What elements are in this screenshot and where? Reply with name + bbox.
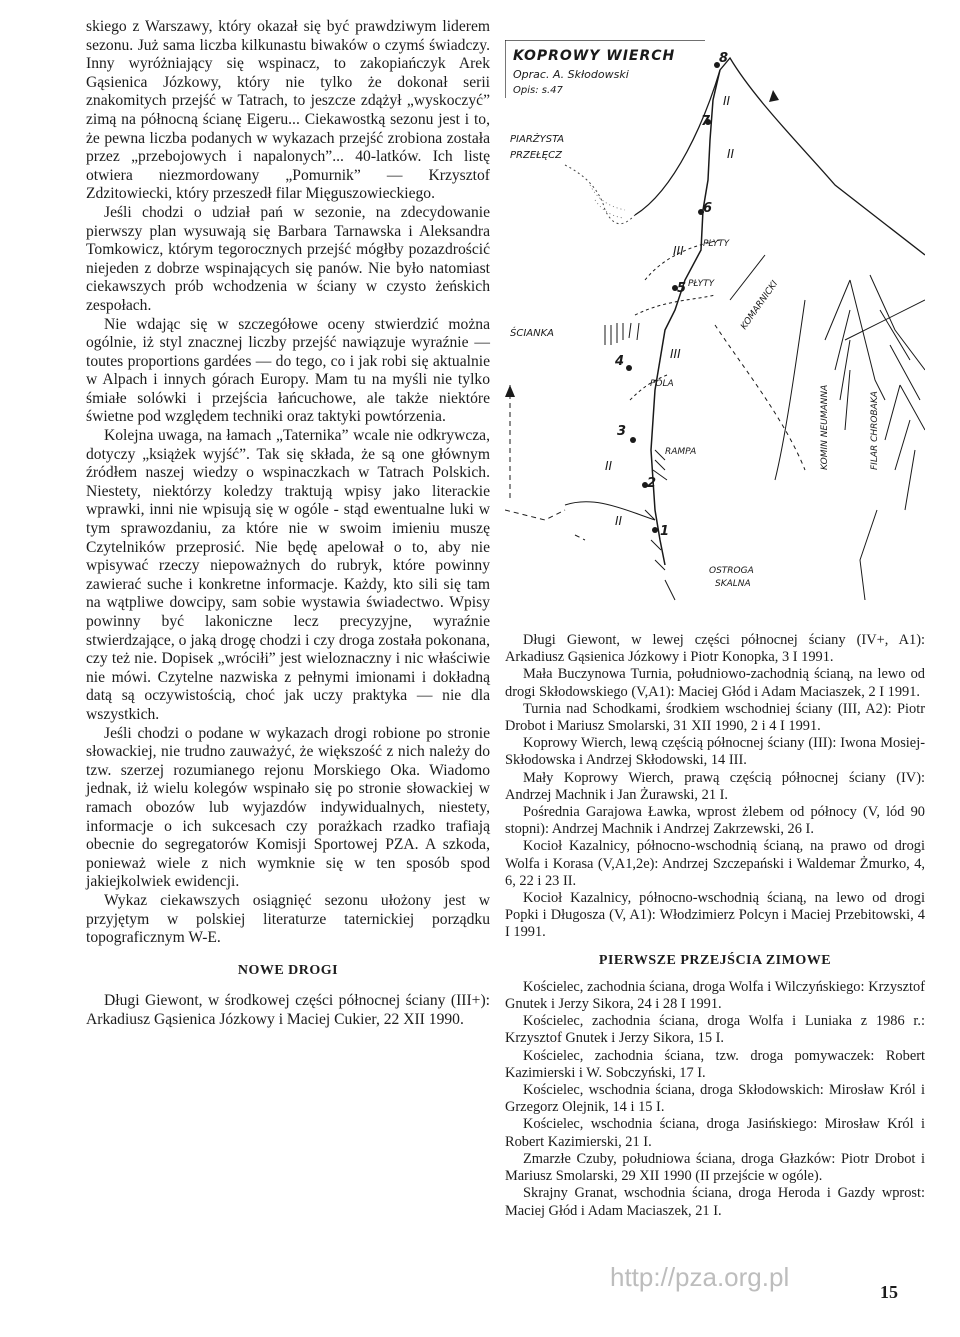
- route-variant: [630, 240, 720, 400]
- svg-text:7: 7: [701, 114, 711, 129]
- left-slope: [505, 385, 585, 540]
- grade-label: II: [723, 94, 731, 108]
- label-komin-neumanna: KOMIN NEUMANNA: [820, 384, 830, 470]
- winter-entry: Kościelec, zachodnia ściana, droga Wolfa i Wilczyńskiego: Krzysztof Gnutek i Jerzy Sikora, 24 i 28 I 1991.: [505, 978, 925, 1013]
- map-author: Oprac. A. Skłodowski: [513, 68, 629, 81]
- map-ref: Opis: s.47: [513, 85, 563, 96]
- route-entry: Kocioł Kazalnicy, północno-wschodnią ścianą, na prawo od drogi Wolfa i Korasa (V,A1,2e): Andrzej Szczepański i Waldemar Żmurko, 4, 6, 22 i 23 II.: [505, 838, 925, 889]
- svg-text:5: 5: [677, 281, 687, 296]
- label-skalna: SKALNA: [715, 579, 751, 589]
- winter-entry: Kościelec, zachodnia ściana, droga Wolfa i Luniaka z 1986 r.: Krzysztof Gnutek i Jerzy Sikora, 15 I.: [505, 1013, 925, 1047]
- label-pola: POLA: [650, 379, 674, 389]
- svg-text:8: 8: [719, 51, 729, 66]
- paragraph: Jeśli chodzi o udział pań w sezonie, na zdecydowanie pierwszy plan wysuwają się Barbara Tarnawska i Aleksandra Tomkowicz, którym tegorocznych przejść mógłby pozazdrościć niejeden z dobrze wspinających się panów. Nie było natomiast ciekawszych prób wchodzenia w ściany w czysto żeńskich zespołach.: [86, 203, 490, 314]
- route-entry: Pośrednia Garajowa Ławka, wprost żlebem od północy (V, lód 90 stopni): Andrzej Machnik i Andrzej Zakrzewski, 26 I.: [505, 804, 925, 838]
- label-plyty-upper: PŁYTY: [703, 239, 730, 249]
- section-heading-winter: PIERWSZE PRZEJŚCIA ZIMOWE: [598, 952, 832, 968]
- arrow-right: [769, 90, 779, 102]
- topo-map: [505, 40, 925, 625]
- winter-entry: Zmarzłe Czuby, południowa ściana, droga Głazków: Piotr Drobot i Mariusz Smolarski, 29 XII 1990 (II przejście w ogóle).: [505, 1150, 925, 1185]
- label-piarzysta: PIARŻYSTA: [510, 134, 565, 145]
- svg-text:2: 2: [647, 476, 657, 491]
- route-entry: Długi Giewont, w środkowej części północnej ściany (III+): Arkadiusz Gąsienica Józkowy i Maciej Cukier, 22 XII 1990.: [86, 992, 490, 1028]
- winter-entry: Kościelec, wschodnia ściana, droga Skłodowskich: Mirosław Król i Grzegorz Olejnik, 14 i 15 I.: [505, 1082, 925, 1116]
- label-komarnicki: KOMARNICKI: [739, 279, 781, 332]
- route-entry: Koprowy Wierch, lewą częścią północnej ściany (III): Iwona Mosiej-Skłodowska i Andrzej Skłodowski, 14 III.: [505, 735, 925, 769]
- paragraph: Jeśli chodzi o podane w wykazach drogi robione po stronie słowackiej, nie trudno zauważyć, że większość z nich należy do tzw. szerzej rozumianego rejonu Morskiego Oka. Wiadomo jednak, iż wielu kolegów wspinało się po stronie słowackiej w ramach obozów lub wyjazdów indywidualnych, niestety, informacje o ich sukcesach czy porażkach rzadko trafiają obecnie do segregatorów Komisji Sportowej PZA. A szkoda, ponieważ wiele z nich wymknie się w ten sposób spod jakiejkolwiek ewidencji.: [86, 724, 490, 891]
- svg-text:4: 4: [615, 354, 625, 369]
- page-number: 15: [880, 1282, 898, 1302]
- svg-text:3: 3: [617, 424, 627, 439]
- left-column: [86, 18, 490, 1029]
- grade-label: II: [727, 147, 735, 161]
- section-heading-new-routes: NOWE DROGI: [237, 962, 339, 978]
- map-title-box: [505, 40, 705, 98]
- route-entry: Kocioł Kazalnicy, północno-wschodnią ścianą, na lewo od drogi Popki i Długosza (V, A1): Włodzimierz Polcyn i Maciej Przebitowski, 4 I 1991.: [505, 890, 925, 941]
- label-ostroga: OSTROGA: [709, 566, 754, 576]
- label-plyty-lower: PŁYTY: [688, 279, 715, 289]
- label-scianka: ŚCIANKA: [510, 328, 554, 339]
- grade-label: II: [605, 459, 613, 473]
- label-przelecz: PRZEŁĘCZ: [510, 150, 562, 161]
- pass-shading: [590, 185, 625, 218]
- label-rampa: RAMPA: [665, 447, 697, 457]
- arrow-left: [505, 385, 515, 397]
- svg-text:1: 1: [660, 524, 670, 539]
- ridge-shading: [565, 165, 635, 224]
- grade-label: III: [673, 244, 684, 258]
- grade-label: III: [670, 347, 681, 361]
- paragraph: skiego z Warszawy, który okazał się być prawdziwym liderem sezonu. Już sama liczba kilkunastu biwaków o czymś świadczy. Inny wyróżniający się wspinacz, to zakopiańczyk Arek Gąsienica Józkowy, który nie tylko że dokonał serii znakomitych przejść w Tatrach, to jeszcze zdążył „wyskoczyć” zimą na północną ścianę Eigeru... Ciekawostką sezonu jest i to, że pewna liczba podanych w wykazach przejść zrobiona została przez „przebojowych i napalonych”... 40-latków. Ich listę otwiera niezmordowany „Pomurnik” — Krzysztof Zdzitowiecki, który przeszedł filar Mięguszowieckiego.: [86, 18, 490, 203]
- paragraph: Nie wdając się w szczegółowe oceny stwierdzić można ogólnie, iż styl znacznej liczby przejść nawiązuje wyraźnie — toutes proportions gardées — do tego, co i jak robi się aktualnie w Alpach i innych górach Europy. Mam tu na myśli nie tylko śmiałe solówki i przejścia łańcuchowe, ale także niektóre świetne pod względem techniki oraz taktyki powtórzenia.: [86, 315, 490, 426]
- label-filar-chrobaka: FILAR CHROBAKA: [870, 391, 880, 470]
- paragraph: Kolejna uwaga, na łamach „Taternika” wcale nie odkrywcza, dotyczy „książek wyjść”. Tak się składa, że są one głównym źródłem naszej wiedzy o wspinaczkach w Tatrach Polskich. Niestety, niektórzy koledzy traktują wpisy jako literackie wprawki, inni nie wpisują się w ogóle - stąd ewentualne luki w tym sprawozdaniu, za które nie w swoim imieniu muszę Czytelników przeprosić. Nie będę apelował o to, aby nie wpisywać rzeczy niepoważnych do rubryk, które powinny zawierać suche i konkretne informacje. Każdy, kto sili się tam na wątpliwe dowcipy, sam sobie wystawia świadectwo. Wpisy powinny być lakoniczne lecz precyzyjne, wyraźnie stwierdzające, o jaką drogę chodzi i czy droga została pokonana, czy też nie. Dopisek „wróciłi” jest wieloznaczny i nic właściwie nie mówi. Czytelne nazwiska z pełnymi imionami i dokładną datą są oczywistością, choć jak uczy praktyka — nie dla wszystkich.: [86, 427, 490, 723]
- ridge-outline: [635, 58, 925, 255]
- grade-label: II: [615, 514, 623, 528]
- right-column: [505, 632, 925, 1220]
- route-entry: Długi Giewont, w lewej części północnej ściany (IV+, A1): Arkadiusz Gąsienica Józkowy i Piotr Konopka, 3 I 1991.: [505, 632, 925, 666]
- paragraph: Wykaz ciekawszych osiągnięć sezonu ułożony jest w przyjętym w polskiej literaturze taternickiej porządku topograficznym W-E.: [86, 891, 490, 947]
- winter-entry: Kościelec, zachodnia ściana, tzw. droga pomywaczek: Robert Kazimierski i W. Sobczyński, 17 I.: [505, 1047, 925, 1081]
- winter-entry: Skrajny Granat, wschodnia ściana, droga Heroda i Gazdy wprost: Maciej Głód i Adam Maciaszek, 21 I.: [505, 1185, 925, 1219]
- climbing-route: [651, 70, 720, 565]
- route-entry: Turnia nad Schodkami, środkiem wschodniej ściany (III, A2): Piotr Drobot i Mariusz Smolarski, 31 XII 1990, 2 i 4 I 1991.: [505, 700, 925, 735]
- watermark-url[interactable]: http://pza.org.pl: [610, 1262, 790, 1292]
- route-entry: Mała Buczynowa Turnia, południowo-zachodnią ścianą, na lewo od drogi Skłodowskiego (V,A1): Maciej Głód i Adam Maciaszek, 2 I 1991.: [505, 666, 925, 700]
- svg-text:6: 6: [703, 201, 713, 216]
- map-title: KOPROWY WIERCH: [513, 48, 676, 64]
- winter-entry: Kościelec, wschodnia ściana, droga Jasińskiego: Mirosław Król i Robert Kazimierski, 21 I.: [505, 1116, 925, 1150]
- face-dashed: [715, 325, 805, 470]
- route-entry: Mały Koprowy Wierch, prawą częścią północnej ściany (IV): Andrzej Machnik i Jan Żurawski, 21 I.: [505, 769, 925, 803]
